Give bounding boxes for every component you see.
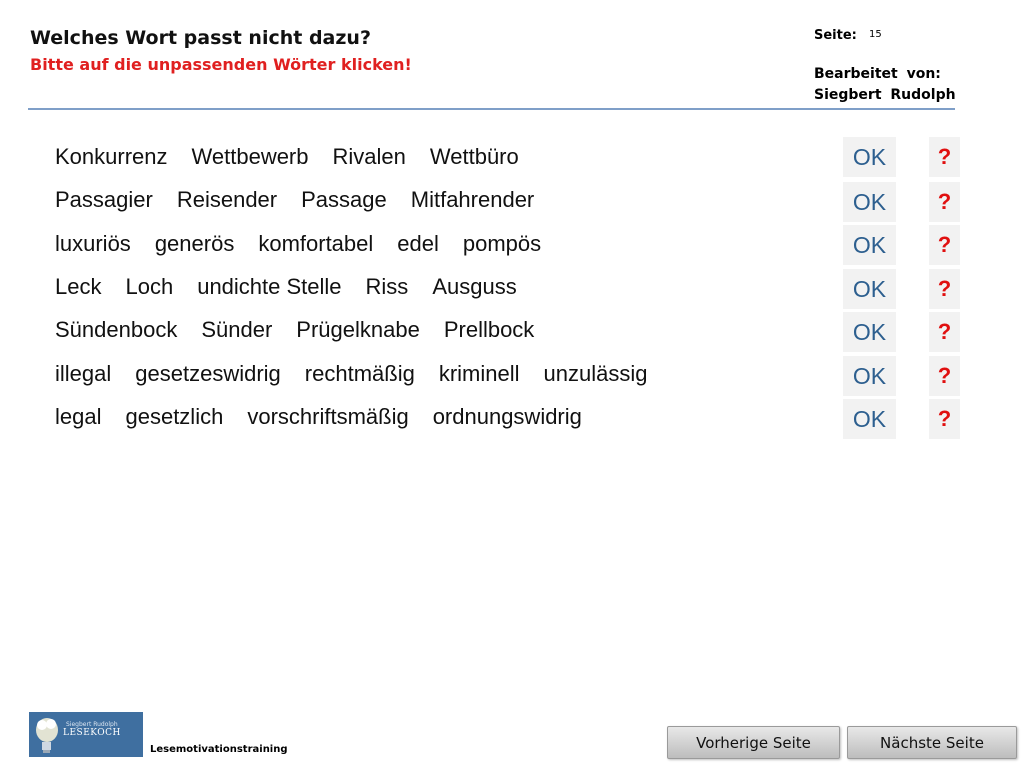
word-option[interactable]: komfortabel <box>258 231 374 256</box>
word-row <box>55 359 671 389</box>
word-option[interactable]: Ausguss <box>432 274 517 299</box>
header-divider <box>28 108 955 110</box>
editor-label: Bearbeitet von: <box>814 66 941 82</box>
word-option[interactable]: Konkurrenz <box>55 144 168 169</box>
logo-wordmark: LESEKOCH <box>63 728 121 738</box>
ok-button[interactable]: OK <box>843 137 896 177</box>
word-option[interactable]: Passagier <box>55 187 153 212</box>
word-option[interactable]: kriminell <box>438 361 520 386</box>
word-row <box>55 402 606 432</box>
word-option[interactable]: legal <box>55 404 102 429</box>
word-option[interactable]: Riss <box>365 274 409 299</box>
instruction-text: Bitte auf die unpassenden Wörter klicken! <box>30 55 412 74</box>
ok-button[interactable]: OK <box>843 225 896 265</box>
word-option[interactable]: Leck <box>55 274 102 299</box>
help-button[interactable]: ? <box>929 225 960 265</box>
word-option[interactable]: pompös <box>462 231 542 256</box>
word-option[interactable]: Mitfahrender <box>410 187 535 212</box>
word-row <box>55 315 558 345</box>
help-button[interactable]: ? <box>929 137 960 177</box>
ok-button[interactable]: OK <box>843 356 896 396</box>
word-option[interactable]: Loch <box>125 274 174 299</box>
word-row <box>55 229 565 259</box>
word-option[interactable]: vorschriftsmäßig <box>247 404 409 429</box>
page-label: Seite: <box>814 28 857 43</box>
word-option[interactable]: Wettbüro <box>429 144 519 169</box>
help-button[interactable]: ? <box>929 399 960 439</box>
word-option[interactable]: gesetzeswidrig <box>135 361 281 386</box>
ok-button[interactable]: OK <box>843 312 896 352</box>
previous-page-button[interactable]: Vorherige Seite <box>667 726 840 759</box>
word-option[interactable]: gesetzlich <box>125 404 224 429</box>
word-option[interactable]: undichte Stelle <box>197 274 342 299</box>
word-option[interactable]: luxuriös <box>55 231 131 256</box>
help-button[interactable]: ? <box>929 269 960 309</box>
word-option[interactable]: Sündenbock <box>55 317 178 342</box>
word-option[interactable]: Prügelknabe <box>296 317 420 342</box>
help-button[interactable]: ? <box>929 182 960 222</box>
word-row <box>55 142 543 172</box>
word-row <box>55 272 541 302</box>
word-option[interactable]: edel <box>397 231 439 256</box>
word-option[interactable]: ordnungswidrig <box>432 404 582 429</box>
word-option[interactable]: Sünder <box>201 317 273 342</box>
ok-button[interactable]: OK <box>843 399 896 439</box>
page-number: 15 <box>869 29 882 40</box>
ok-button[interactable]: OK <box>843 269 896 309</box>
word-option[interactable]: Rivalen <box>332 144 406 169</box>
word-option[interactable]: Prellbock <box>443 317 535 342</box>
lesekoch-logo <box>29 712 143 757</box>
word-option[interactable]: unzulässig <box>543 361 648 386</box>
editor-name: Siegbert Rudolph <box>814 87 956 103</box>
word-option[interactable]: Wettbewerb <box>191 144 309 169</box>
word-option[interactable]: generös <box>154 231 235 256</box>
word-option[interactable]: illegal <box>55 361 112 386</box>
help-button[interactable]: ? <box>929 312 960 352</box>
logo-author: Siegbert Rudolph <box>66 721 118 728</box>
word-option[interactable]: Reisender <box>176 187 278 212</box>
footer-label: Lesemotivationstraining <box>150 744 288 755</box>
word-row <box>55 185 558 215</box>
word-option[interactable]: Passage <box>301 187 387 212</box>
help-button[interactable]: ? <box>929 356 960 396</box>
word-option[interactable]: rechtmäßig <box>304 361 415 386</box>
page-title: Welches Wort passt nicht dazu? <box>30 27 371 49</box>
next-page-button[interactable]: Nächste Seite <box>847 726 1017 759</box>
ok-button[interactable]: OK <box>843 182 896 222</box>
